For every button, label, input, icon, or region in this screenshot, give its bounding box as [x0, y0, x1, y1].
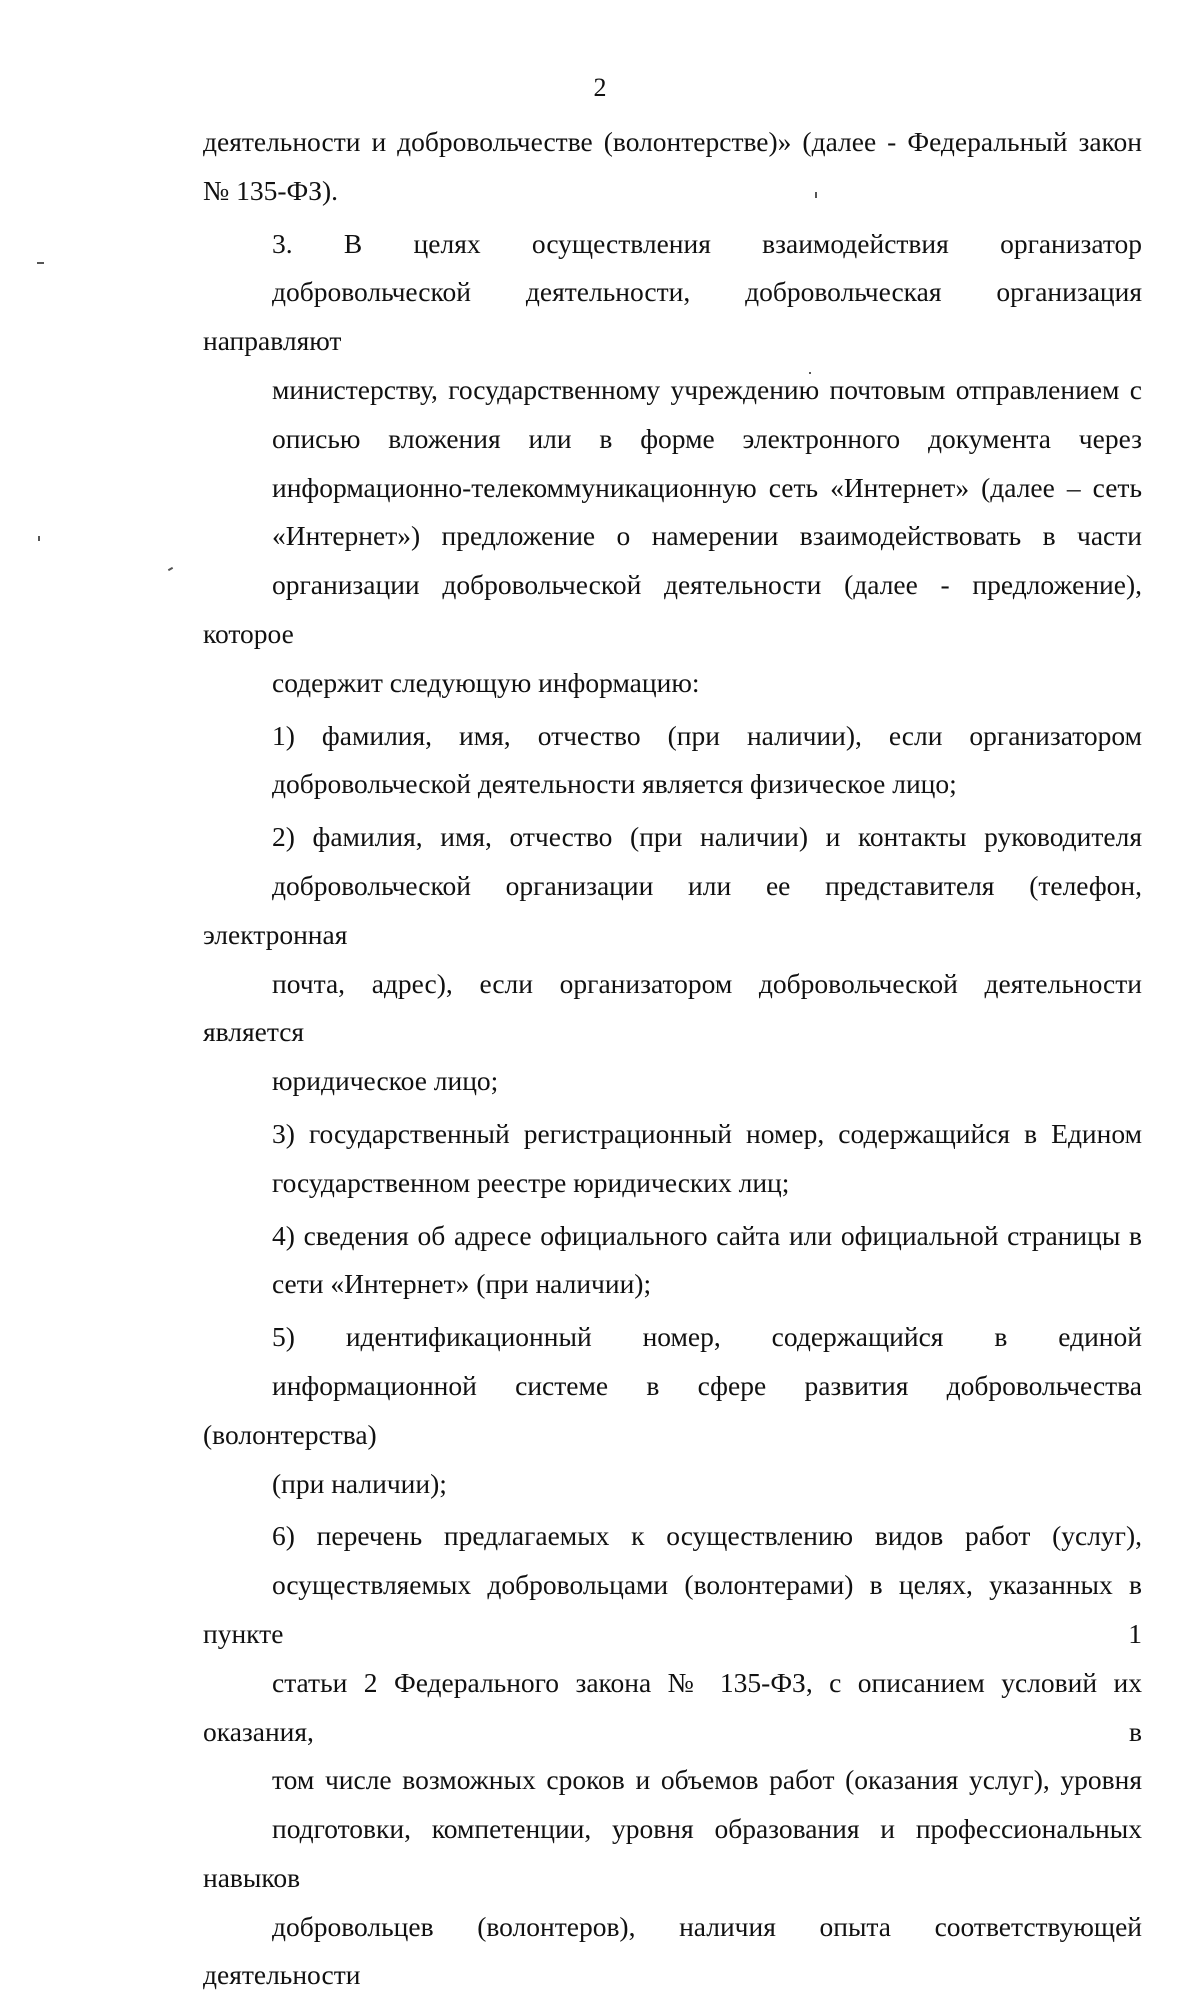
text-line: 3. В целях осуществления взаимодействия организатор — [272, 227, 1142, 259]
paragraph — [203, 1512, 1142, 2000]
text-line: осуществляемых добровольцами (волонтерами) в целях, указанных в пункте 1 — [203, 1569, 1142, 1649]
text-line: министерству, государственному учреждению почтовым отправлением с — [272, 373, 1142, 405]
text-line: 5) идентификационный номер, содержащийся в единой — [272, 1321, 1142, 1353]
scan-speck — [815, 192, 817, 198]
paragraph — [203, 1313, 1142, 1508]
text-line: содержит следующую информацию: — [272, 666, 700, 698]
text-line: почта, адрес), если организатором добровольческой деятельности является — [203, 967, 1142, 1048]
document-body — [203, 118, 1142, 2000]
paragraph — [203, 1110, 1142, 1208]
text-line: № 135-ФЗ). — [203, 174, 339, 206]
text-line: том числе возможных сроков и объемов работ (оказания услуг), уровня — [272, 1764, 1142, 1796]
scan-speck — [809, 372, 811, 374]
page-number: 2 — [593, 73, 607, 102]
scan-speck — [168, 567, 173, 571]
paragraph — [203, 813, 1142, 1106]
text-line: информационной системе в сфере развития добровольчества (волонтерства) — [203, 1369, 1142, 1450]
paragraph — [203, 712, 1142, 810]
text-line: 2) фамилия, имя, отчество (при наличии) и контакты руководителя — [272, 821, 1142, 853]
paragraph — [203, 220, 1142, 708]
text-line: (при наличии); — [272, 1467, 447, 1499]
text-line: описью вложения или в форме электронного документа через — [272, 422, 1142, 454]
text-line: информационно-телекоммуникационную сеть «Интернет» (далее – сеть — [272, 471, 1142, 503]
text-line: добровольческой деятельности является физическое лицо; — [272, 768, 957, 800]
text-line: добровольческой деятельности, добровольческая организация направляют — [203, 276, 1142, 357]
text-line: 3) государственный регистрационный номер, содержащийся в Едином — [272, 1117, 1142, 1149]
text-line: юридическое лицо; — [272, 1065, 499, 1097]
paragraph — [203, 1212, 1142, 1310]
text-line: государственном реестре юридических лиц; — [272, 1166, 790, 1198]
text-line: 1) фамилия, имя, отчество (при наличии), если организатором — [272, 719, 1142, 751]
text-line: статьи 2 Федерального закона № 135-ФЗ, с описанием условий их оказания, в — [203, 1666, 1142, 1747]
text-line: деятельности и добровольчестве (волонтерстве)» (далее - Федеральный закон — [203, 126, 1142, 157]
text-line: добровольцев (волонтеров), наличия опыта соответствующей деятельности — [203, 1910, 1142, 1991]
text-line: подготовки, компетенции, уровня образования и профессиональных навыков — [203, 1813, 1142, 1893]
text-line: сети «Интернет» (при наличии); — [272, 1268, 652, 1300]
text-line: добровольческой организации или ее представителя (телефон, электронная — [203, 869, 1142, 950]
text-line: организации добровольческой деятельности (далее - предложение), которое — [203, 569, 1142, 649]
paragraph — [203, 118, 1142, 216]
scan-speck — [37, 262, 44, 264]
text-line: 6) перечень предлагаемых к осуществлению видов работ (услуг), — [272, 1520, 1142, 1552]
scan-speck — [38, 536, 40, 541]
text-line: 4) сведения об адресе официального сайта или официальной страницы в — [272, 1219, 1142, 1251]
text-line: «Интернет») предложение о намерении взаимодействовать в части — [272, 520, 1142, 552]
